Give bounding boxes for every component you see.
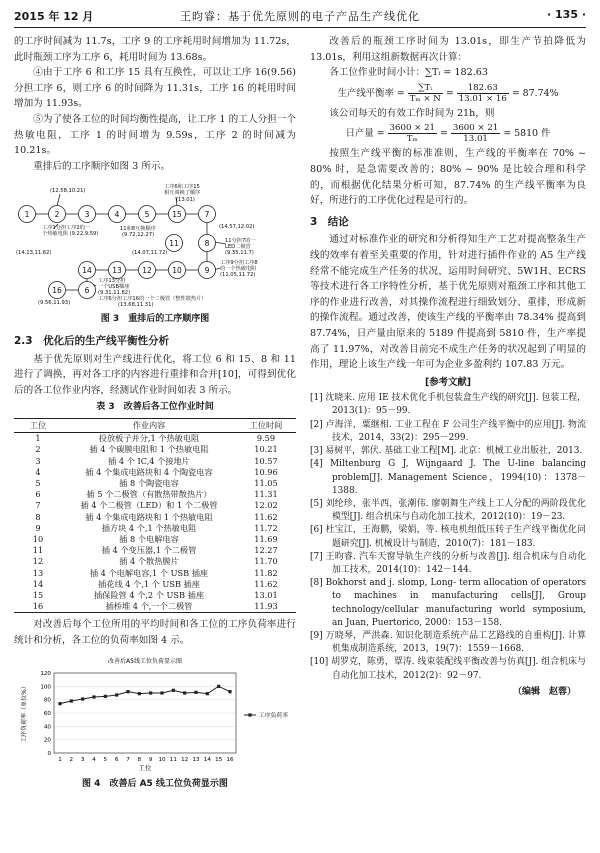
x-tick-label: 2 bbox=[69, 756, 74, 763]
reference-item: [5] 刘纶珍，张半西，张潮伟. 廖朝舞生产线上工人分配的两阶段优化模型[J]. 组合机床与自动化加工技术，2012(10)：19－23. bbox=[310, 498, 586, 523]
formula-text: = bbox=[440, 128, 448, 140]
data-point bbox=[183, 691, 186, 694]
references-heading: [参考文献] bbox=[424, 376, 472, 388]
node-12: 12 bbox=[142, 266, 152, 276]
formula-text: = bbox=[445, 87, 454, 99]
paragraph: 通过对标准作业的研究和分析得知生产工艺对提高整条生产线的效率有着至关重要的作用，针对进行插件作业的 A5 生产线经常不能完成生产任务的状况，运用时间研究、5W1H、ECRS 等技术进行各工序特性分析，基于优先原则对瓶颈工序和其他工序的作业进行改善，对其操作流程进行细致划分、重排，形成新的操作流程。通过改善，使该生产线的平衡率由 78.34% 提高到 87.74%，日产量由原来的 5189 件提高到 5810 件，生产率提高了 11.97%，对改善目前完不成生产任务的状况起到了明显的作用，理论上该生产线一年可为企业多盈利约 107.83 万元。 bbox=[310, 234, 586, 371]
reference-item: [9] 万晓琴，严洪森. 知识化制造系统产品工艺路线的自重构[J]. 计算机集成制造系统，2013，19(7)：1559－1668. bbox=[310, 630, 586, 655]
table-cell: 11.05 bbox=[254, 477, 278, 488]
denominator: Tₘ bbox=[406, 134, 418, 145]
x-tick-label: 12 bbox=[181, 756, 189, 763]
fig3-label: 工序1分担工序2的一 bbox=[42, 225, 91, 232]
table-cell: 插 4 个散热膜片 bbox=[119, 556, 179, 567]
table-cell: 12.27 bbox=[254, 545, 278, 556]
table-cell: 11 bbox=[32, 545, 44, 556]
node-11: 11 bbox=[169, 239, 179, 249]
fig3-label: 个热敏电阻 (9.22,9.59) bbox=[42, 231, 99, 238]
x-tick-label: 14 bbox=[203, 756, 211, 763]
x-tick-label: 15 bbox=[215, 756, 223, 763]
y-tick-label: 40 bbox=[43, 723, 51, 730]
data-point bbox=[104, 694, 107, 697]
numerator: 3600 × 21 bbox=[452, 123, 499, 134]
x-tick-label: 16 bbox=[226, 756, 234, 763]
reference-list bbox=[310, 392, 586, 682]
fig3-label: 工序9分担工序8 bbox=[220, 260, 258, 267]
node-13: 13 bbox=[112, 266, 122, 276]
table-cell: 插 4 个集成电路块和 4 个陶瓷电容 bbox=[85, 466, 213, 477]
load-rate-chart-svg bbox=[14, 653, 296, 775]
table-cell: 3 bbox=[35, 455, 41, 466]
table-row bbox=[14, 523, 296, 534]
table-header: 作业内容 bbox=[62, 418, 236, 432]
denominator: 13.01 × 16 bbox=[458, 93, 507, 104]
header-rule bbox=[14, 27, 586, 28]
paragraph: 的工序时间减为 11.7s，工序 9 的工序耗用时间增加为 11.72s，此时瓶颈工序为工序 6，耗用时间为 13.68s。 bbox=[14, 36, 296, 63]
table-row bbox=[14, 534, 296, 545]
data-point bbox=[228, 690, 231, 693]
paragraph: 基于优先原则对生产线进行优化，将工位 6 和 15、8 和 11 进行了调换，再对各工序的内容进行重排和合并[10]，可得到优化后的各工位作业内容，经测试作业时间如表 3 所示。 bbox=[14, 353, 296, 396]
paragraph: 该公司每天的有效工作时间为 21h，则 bbox=[329, 107, 495, 119]
node-2: 2 bbox=[54, 210, 60, 220]
table-row bbox=[14, 478, 296, 489]
table-cell: 10.96 bbox=[254, 466, 278, 477]
table-row bbox=[14, 512, 296, 523]
data-point bbox=[149, 691, 152, 694]
data-point bbox=[138, 692, 141, 695]
node-5: 5 bbox=[144, 210, 150, 220]
node-9: 9 bbox=[204, 266, 210, 276]
table-cell: 11.31 bbox=[254, 489, 278, 500]
formula-text: = 87.74% bbox=[511, 87, 559, 99]
table-row bbox=[14, 579, 296, 590]
paragraph: 改善后的瓶颈工序时间为 13.01s，即生产节拍降低为 13.01s，利用这组新数据再次计算： bbox=[310, 36, 586, 63]
table-cell: 插方块 4 个,1 个热敏电阻 bbox=[101, 522, 197, 533]
fraction bbox=[457, 83, 509, 104]
table-cell: 插 5 个二极管（有散热带散热片） bbox=[86, 489, 212, 500]
balance-rate-formula bbox=[310, 83, 586, 104]
fig3-label: (11.05,11.72) bbox=[220, 272, 256, 279]
table-cell: 插保险管 4 个,2 个 USB 插座 bbox=[93, 589, 205, 600]
table-cell: 插 4 个 IC,4 个接地片 bbox=[108, 455, 190, 466]
table-cell: 9.59 bbox=[256, 433, 276, 444]
numerator: ∑Tᵢ bbox=[408, 83, 443, 94]
table-cell: 插 8 个电解电容 bbox=[119, 533, 179, 544]
reference-item: [2] 卢海洋，粟继相. 工业工程在 F 公司生产线平衡中的应用[J]. 物流技术，2014，33(2)：295－299. bbox=[310, 419, 586, 443]
fig3-label: LED二极管 bbox=[225, 244, 251, 251]
table-row bbox=[14, 545, 296, 556]
reference-item: [7] 王昀睿. 汽车天窗导轨生产线的分析与改善[J]. 组合机床与自动化加工技术，2014(10)：142－144. bbox=[310, 551, 586, 575]
table-cell: 插 8 个陶瓷电容 bbox=[119, 477, 179, 488]
node-1: 1 bbox=[24, 210, 30, 220]
fig3-label: 11和8互换顺序 bbox=[120, 226, 156, 233]
table-3-caption: 表 3 改善后各工位作业时间 bbox=[96, 402, 214, 413]
load-rate-chart bbox=[14, 653, 296, 775]
table-cell: 4 bbox=[35, 466, 41, 477]
paragraph: 各工位作业时间小计：∑Tᵢ = 182.63 bbox=[329, 67, 489, 79]
formula-text: = 5810 件 bbox=[503, 128, 551, 140]
node-6: 6 bbox=[84, 286, 90, 296]
data-point bbox=[126, 690, 129, 693]
table-cell: 2 bbox=[35, 444, 41, 455]
fig3-label: (9.56,11.93) bbox=[38, 300, 71, 307]
legend-label: 工序负荷率 bbox=[259, 712, 288, 719]
fig3-label: 工序13分担 bbox=[98, 278, 126, 285]
table-cell: 投放板子并分,1 个热敏电阻 bbox=[98, 433, 200, 444]
table-cell: 10.57 bbox=[254, 455, 278, 466]
fig3-label: 相互调换了顺序 bbox=[164, 190, 201, 197]
numerator: 182.63 bbox=[457, 83, 509, 94]
sequence-diagram-svg bbox=[14, 182, 296, 309]
data-point bbox=[81, 697, 84, 700]
fig3-label: (9.31,11.82) bbox=[98, 290, 131, 297]
data-point bbox=[70, 699, 73, 702]
table-cell: 插 4 个集成电路块和 1 个热敏电阻 bbox=[85, 511, 213, 522]
table-cell: 6 bbox=[35, 489, 41, 500]
fig3-label: (14.13,11.62) bbox=[16, 250, 52, 257]
table-row bbox=[14, 444, 296, 455]
table-cell: 11.62 bbox=[254, 511, 278, 522]
table-cell: 插花线 4 个,1 个 USB 插座 bbox=[98, 578, 200, 589]
reference-item: [10] 胡罗克，陈勇，覃涛. 线束装配线平衡改善与仿真[J]. 组合机床与自动化加工技术，2012(2)：92－97. bbox=[310, 657, 586, 681]
table-cell: 11.70 bbox=[254, 556, 278, 567]
table-header: 工位时间 bbox=[236, 418, 296, 432]
data-point bbox=[58, 702, 61, 705]
node-16: 16 bbox=[52, 286, 62, 296]
data-point bbox=[115, 693, 118, 696]
fig3-label: 11分担7的一 bbox=[225, 238, 256, 245]
table-cell: 14 bbox=[32, 578, 44, 589]
fraction bbox=[408, 83, 443, 104]
section-3-heading: 3 结论 bbox=[310, 215, 349, 228]
table-cell: 7 bbox=[35, 500, 41, 511]
x-tick-label: 5 bbox=[103, 756, 108, 763]
figure-3-caption: 图 3 重排后的工序顺序图 bbox=[100, 314, 210, 325]
legend-marker bbox=[248, 713, 251, 716]
node-15: 15 bbox=[172, 210, 182, 220]
reference-item: [4] Miltenburg G J, Wijngaard J. The U-line balancing problem[J]. Management Science，1994(10)：1378－1388. bbox=[310, 459, 586, 496]
denominator: Tₘ × N bbox=[409, 93, 441, 104]
table-cell: 15 bbox=[32, 589, 44, 600]
y-tick-label: 100 bbox=[40, 683, 51, 690]
figure-4-caption: 图 4 改善后 A5 线工位负荷显示图 bbox=[82, 778, 228, 789]
node-8: 8 bbox=[204, 239, 210, 249]
table-cell: 插 4 个变压器,1 个二极管 bbox=[101, 545, 197, 556]
x-tick-label: 9 bbox=[148, 756, 153, 763]
fraction bbox=[451, 123, 500, 144]
denominator: 13.01 bbox=[463, 134, 488, 145]
paragraph: 对改善后每个工位所用的平均时间和各工位的工序负荷率进行统计和分析，各工位的负荷率如图 4 示。 bbox=[14, 619, 296, 646]
table-cell: 13 bbox=[32, 567, 44, 578]
data-point bbox=[160, 691, 163, 694]
y-tick-label: 80 bbox=[43, 697, 51, 704]
table-cell: 11.82 bbox=[254, 567, 278, 578]
reference-item: [8] Bokhorst and j. slomp, Long- term allocation of operators to machines in manufacturing cells[J], Group technology/cellular manufacturing world symposium, an Juan, Puertorico, 2000：153－158. bbox=[310, 578, 586, 628]
table-cell: 11.62 bbox=[254, 578, 278, 589]
table-cell: 插 4 个电解电容,1 个 USB 插座 bbox=[89, 567, 209, 578]
table-cell: 13.01 bbox=[254, 589, 278, 600]
table-row bbox=[14, 433, 296, 445]
y-tick-label: 0 bbox=[47, 750, 51, 757]
table-cell: 插 4 个二极管（LED）和 1 个二极管 bbox=[80, 500, 218, 511]
right-column bbox=[310, 34, 586, 700]
table-cell: 9 bbox=[35, 522, 41, 533]
table-row bbox=[14, 556, 296, 567]
issue-date: 2015 年 12 月 bbox=[14, 10, 94, 23]
table-row bbox=[14, 456, 296, 467]
paragraph: ⑤为了使各工位的时间均衡性提高，让工序 1 的工人分担一个热敏电阻，工序 1 的时间增为 9.59s，工序 2 的时间减为 10.21s。 bbox=[14, 113, 296, 157]
x-tick-label: 4 bbox=[92, 756, 96, 763]
running-title: 王昀睿：基于优先原则的电子产品生产线优化 bbox=[180, 10, 420, 23]
formula-text: 日产量 = bbox=[345, 128, 385, 140]
x-tick-label: 3 bbox=[80, 756, 85, 763]
table-row bbox=[14, 500, 296, 511]
table-cell: 11.93 bbox=[236, 601, 296, 613]
formula-text: 生产线平衡率 = bbox=[337, 87, 405, 99]
data-point bbox=[92, 695, 95, 698]
fig3-label: (9.72,12.27) bbox=[122, 232, 155, 239]
process-sequence-diagram bbox=[14, 182, 296, 309]
table-row bbox=[14, 601, 296, 613]
left-column bbox=[14, 34, 296, 798]
table-cell: 10.21 bbox=[254, 444, 278, 455]
table-cell: 插 4 个碳膜电阻和 1 个热敏电阻 bbox=[89, 444, 209, 455]
fig3-label: 工序6分担工序16的一个二极管（整性散热片） bbox=[98, 296, 207, 303]
x-tick-label: 7 bbox=[126, 756, 130, 763]
node-3: 3 bbox=[84, 210, 90, 220]
fig3-label: 工序6和工序15 bbox=[164, 184, 200, 191]
fig3-label: (14.07,11.72) bbox=[132, 250, 168, 257]
fraction bbox=[388, 123, 437, 144]
x-tick-label: 11 bbox=[169, 756, 177, 763]
fig3-label: (12.58,10.21) bbox=[50, 188, 86, 195]
table-header: 工位 bbox=[14, 418, 62, 432]
table-cell: 11.72 bbox=[254, 522, 278, 533]
daily-output-formula bbox=[310, 123, 586, 144]
fig3-label: (13.01) bbox=[176, 197, 195, 204]
editor-note: （编辑 赵蓉） bbox=[512, 686, 576, 697]
chart-title: 改善后A5线工位负荷显示图 bbox=[108, 657, 182, 665]
paragraph: 按照生产线平衡的标准准则，生产线的平衡率在 70% ~ 80% 时，是急需要改善的；80% ~ 90% 是比较合理和科学的，而根据优化结果分析可知，87.74% 的生产线平衡率为良好，所进行的工序优化过程是可行的。 bbox=[310, 148, 586, 207]
node-10: 10 bbox=[172, 266, 182, 276]
fig3-label: (14.57,12.02) bbox=[219, 224, 255, 231]
table-row bbox=[14, 489, 296, 500]
table-cell: 8 bbox=[35, 511, 41, 522]
reference-item: [6] 杜宝江，王海鹏，梁娟，等. 核电机组低压转子生产线平衡优化问题研究[J]. 机械设计与制造，2010(7)：181－183. bbox=[310, 525, 586, 549]
fig3-label: 一个USB插座 bbox=[98, 284, 130, 291]
table-row bbox=[14, 590, 296, 601]
data-point bbox=[206, 692, 209, 695]
page-number: · 135 · bbox=[547, 8, 586, 21]
x-tick-label: 13 bbox=[192, 756, 200, 763]
reference-item: [1] 沈晓来. 应用 IE 技术优化手机包装盒生产线的研究[J]. 包装工程，2013(1)：95－99. bbox=[310, 393, 586, 417]
y-tick-label: 120 bbox=[40, 670, 51, 677]
table-cell: 11.69 bbox=[254, 533, 278, 544]
reference-item: [3] 易树平，郭伏. 基础工业工程[M]. 北京：机械工业出版社，2013. bbox=[310, 446, 583, 457]
data-point bbox=[194, 690, 197, 693]
workstation-time-table bbox=[14, 418, 296, 613]
paragraph: 重排后的工序顺序如图 3 所示。 bbox=[33, 160, 171, 172]
data-point bbox=[172, 688, 175, 691]
x-tick-label: 10 bbox=[158, 756, 166, 763]
node-4: 4 bbox=[114, 210, 120, 220]
page-header bbox=[14, 8, 586, 26]
fig3-label: (13.68,11.31) bbox=[118, 302, 154, 309]
x-axis-label: 工位 bbox=[138, 763, 152, 772]
numerator: 3600 × 21 bbox=[389, 123, 436, 134]
node-7: 7 bbox=[204, 210, 210, 220]
table-row bbox=[14, 467, 296, 478]
table-cell: 5 bbox=[35, 477, 41, 488]
table-row bbox=[14, 568, 296, 579]
fig3-label: 的一个热敏电阻 bbox=[220, 266, 257, 273]
paragraph: ④由于工序 6 和工序 15 具有互换性，可以让工序 16(9.56) 分担工序 6，则工序 6 的时间降为 11.31s，工序 16 的耗用时间增加为 11.93s。 bbox=[14, 67, 296, 110]
x-tick-label: 6 bbox=[114, 756, 119, 763]
fig3-label: (9.35,11.7) bbox=[225, 250, 254, 257]
table-cell: 1 bbox=[35, 433, 41, 444]
table-cell: 12.02 bbox=[254, 500, 278, 511]
table-cell: 插桥堆 4 个,一个二极管 bbox=[62, 601, 236, 613]
x-tick-label: 8 bbox=[137, 756, 142, 763]
table-cell: 10 bbox=[32, 533, 44, 544]
y-axis-label: 工序负荷率（单位%） bbox=[21, 682, 28, 743]
y-tick-label: 20 bbox=[43, 737, 51, 744]
data-point bbox=[217, 684, 220, 687]
series-line bbox=[60, 686, 230, 703]
x-tick-label: 1 bbox=[58, 756, 62, 763]
table-cell: 16 bbox=[14, 601, 62, 613]
section-2-3-heading: 2.3 优化后的生产线平衡性分析 bbox=[14, 334, 170, 347]
node-14: 14 bbox=[82, 266, 92, 276]
table-cell: 12 bbox=[32, 556, 44, 567]
y-tick-label: 60 bbox=[43, 710, 51, 717]
